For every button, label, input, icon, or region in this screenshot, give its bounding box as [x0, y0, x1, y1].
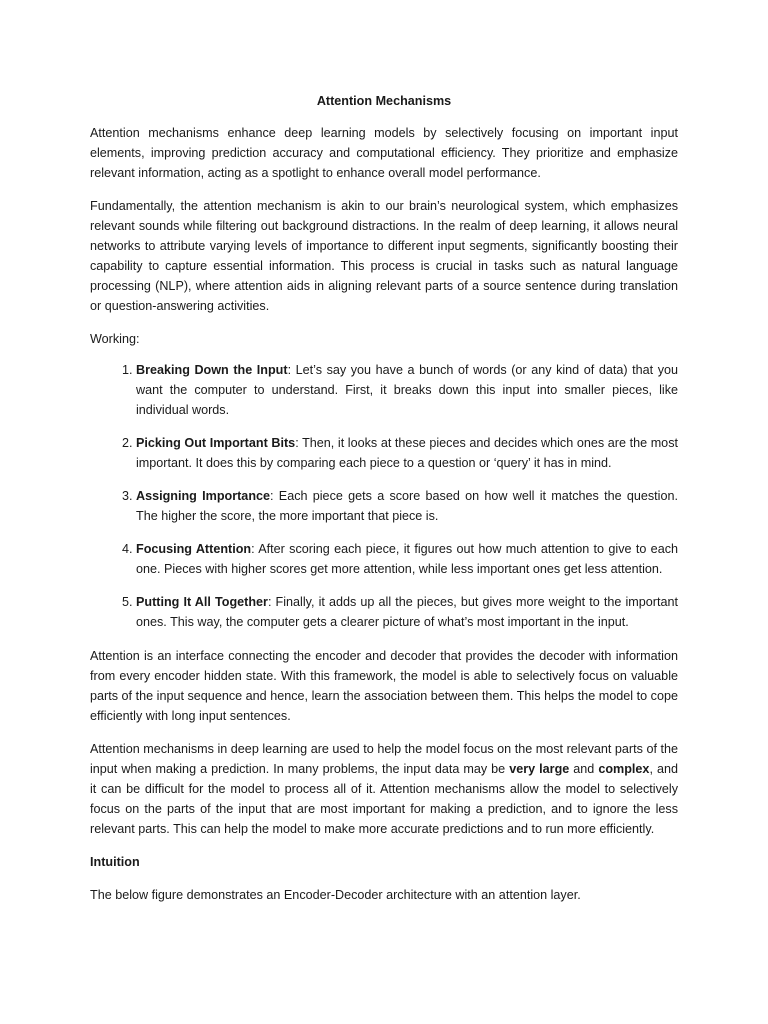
- step-term: Breaking Down the Input: [136, 363, 288, 377]
- deep-learning-paragraph: [90, 739, 678, 839]
- intuition-heading: Intuition: [90, 855, 140, 869]
- document-page: [90, 91, 678, 918]
- step-text: : Let’s say you have a bunch of words (or any kind of data) that you want the computer to understand. First, it breaks down this input into smaller pieces, like individual words.: [136, 363, 678, 417]
- fundamentals-paragraph: Fundamentally, the attention mechanism is akin to our brain’s neurological system, which emphasizes relevant sounds while filtering out background distractions. In the realm of deep learning, it allows neural networks to attribute varying levels of importance to different input segments, significantly boosting their capability to capture essential information. This process is crucial in tasks such as natural language processing (NLP), where attention aids in aligning relevant parts of a source sentence during translation or question-answering activities.: [90, 199, 678, 313]
- step-item-5: [136, 592, 678, 632]
- interface-paragraph: Attention is an interface connecting the encoder and decoder that provides the decoder with information from every encoder hidden state. With this framework, the model is able to selectively focus on valuable parts of the input sequence and hence, learn the association between them. This helps the model to cope efficiently with long input sentences.: [90, 649, 678, 723]
- step-item-1: [136, 360, 678, 420]
- step-text: : Finally, it adds up all the pieces, but gives more weight to the important ones. This way, the computer gets a clearer picture of what’s most important in the input.: [136, 595, 678, 629]
- steps-list: [90, 360, 678, 632]
- figure-intro-paragraph: The below figure demonstrates an Encoder-Decoder architecture with an attention layer.: [90, 888, 581, 902]
- step-term: Putting It All Together: [136, 595, 268, 609]
- step-text: : Then, it looks at these pieces and decides which ones are the most important. It does this by comparing each piece to a question or ‘query’ it has in mind.: [136, 436, 678, 470]
- dl-text-part-1: Attention mechanisms in deep learning are used to help the model focus on the most relevant parts of the input when making a prediction. In many problems, the input data may be: [90, 742, 678, 776]
- step-term: Focusing Attention: [136, 542, 252, 556]
- intro-paragraph: Attention mechanisms enhance deep learning models by selectively focusing on important input elements, improving prediction accuracy and computational efficiency. They prioritize and emphasize relevant information, acting as a spotlight to enhance overall model performance.: [90, 126, 678, 180]
- dl-bold-complex: complex: [598, 762, 650, 776]
- step-item-3: [136, 486, 678, 526]
- working-label: Working:: [90, 332, 140, 346]
- step-term: Picking Out Important Bits: [136, 436, 296, 450]
- step-text: : After scoring each piece, it figures out how much attention to give to each one. Pieces with higher scores get more attention, while less important ones get less attention.: [136, 542, 678, 576]
- step-item-4: [136, 539, 678, 579]
- step-text: : Each piece gets a score based on how well it matches the question. The higher the score, the more important that piece is.: [136, 489, 678, 523]
- dl-text-part-3: , and it can be difficult for the model to process all of it. Attention mechanisms allow the model to selectively focus on the parts of the input that are most important for making a prediction, and to ignore the less relevant parts. This can help the model to make more accurate predictions and to run more efficiently.: [90, 762, 678, 836]
- document-title: Attention Mechanisms: [316, 94, 452, 108]
- dl-bold-very-large: very large: [509, 762, 570, 776]
- step-item-2: [136, 433, 678, 473]
- dl-text-part-2: and: [569, 762, 599, 776]
- step-term: Assigning Importance: [136, 489, 271, 503]
